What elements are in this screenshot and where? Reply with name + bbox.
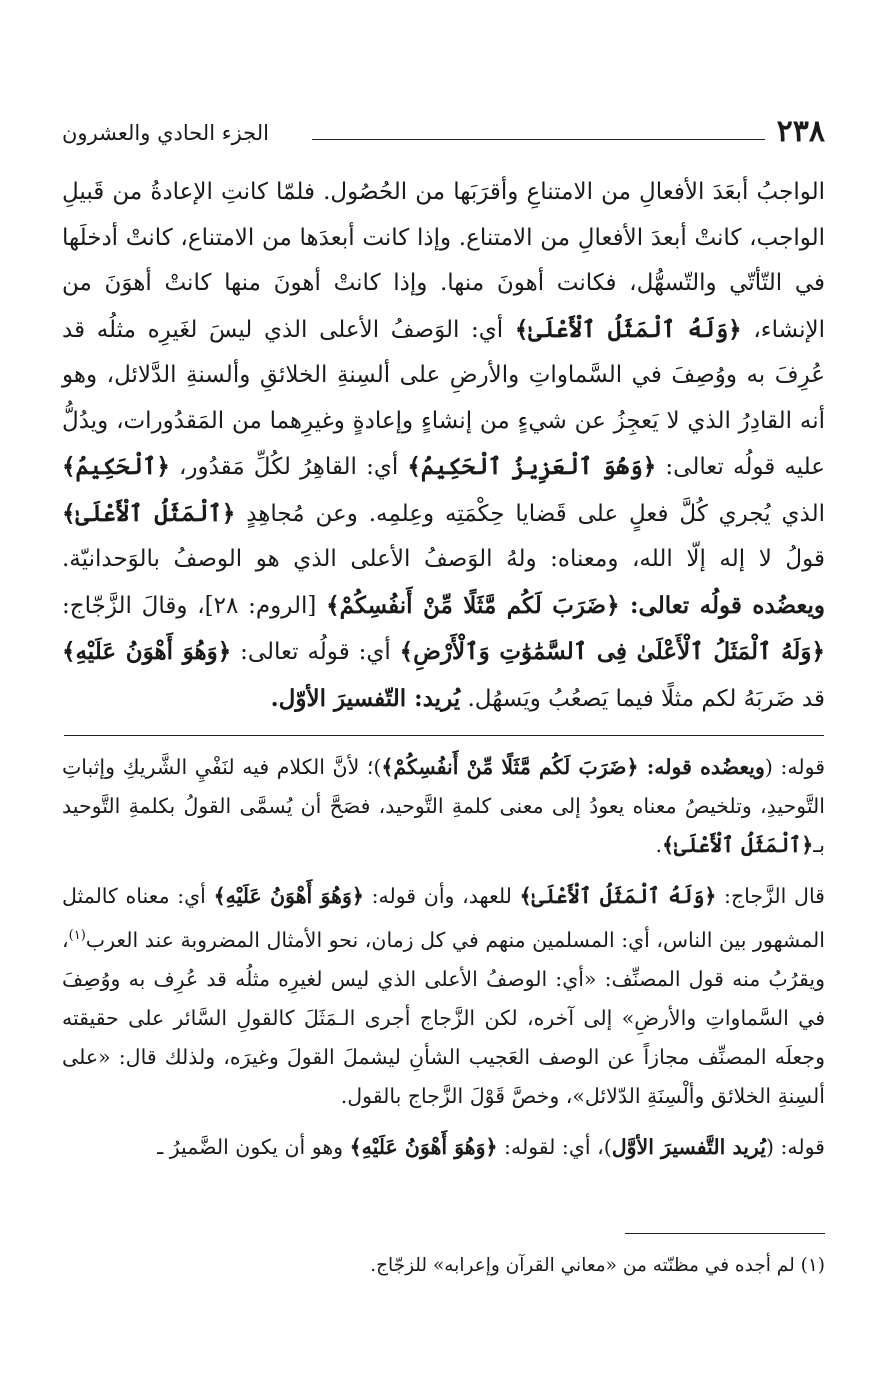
quran-verse: ﴿ٱلْمَثَلُ ٱلْأَعْلَىٰ﴾ bbox=[62, 499, 236, 527]
text-run: ، ويقرُبُ منه قول المصنِّف: «أي: الوصفُ الأعلى الذي ليس لغيرِه مثلُه قد عُرِف به ووُصِفَ في السَّماواتِ والأرضِ» إلى آخره، لكن الزَّجاج أجرى الـمَثَلَ كالقولِ السَّائر على حقيقته وجعلَه المصنِّف مجازاً عن الوصف العَجيب الشأنِ ليشملَ القولَ وغيرَه، ولذلك قال: «على ألسِنةِ الخلائق وألْسِنَةِ الدّلائل»، وخصَّ قَوْلَ الزَّجاج بالقول. bbox=[62, 927, 825, 1108]
quran-verse: ﴿وَهُوَ أَهْوَنُ عَلَيْهِ﴾ bbox=[62, 638, 232, 665]
bold-phrase: ويعضُده قولُه تعالى: bbox=[630, 591, 826, 619]
text-run: الواجبُ أبعَدَ الأفعالِ من الامتناعِ وأقرَبَها من الحُصُول. فلمّا كانتِ الإعادةُ من قَبيلِ الواجب، كانتْ أبعدَ الأفعالِ من الامتناع. وإذا كانت أبعدَها من الامتناع، كانتْ أدخلَها في التّأتّي والتّسهُّل، فكانت أهونَ منها. وإذا كانتْ أهونَ منها كانتْ أهوَنَ من الإنشاء، bbox=[62, 179, 825, 343]
text-run: أي: معناه كالمثل المشهور بين الناس، أي: المسلمين منهم في كل زمان، نحو الأمثال المضروبة عند العرب bbox=[62, 884, 825, 952]
quran-verse: ﴿وَلَهُ ٱلْمَثَلُ ٱلْأَعْلَىٰ فِى ٱلسَّمَٰوَٰتِ وَٱلْأَرْضِ﴾ bbox=[399, 638, 825, 665]
quran-verse: ﴿ٱلْحَكِيمُ﴾ bbox=[62, 453, 170, 480]
text-run: قال الزَّجاج: bbox=[716, 884, 825, 908]
quran-verse: ﴿وَهُوَ ٱلْعَزِيزُ ٱلْحَكِيمُ﴾ bbox=[407, 453, 657, 480]
quran-verse: ﴿وَلَهُ ٱلْمَثَلُ ٱلْأَعْلَىٰ﴾ bbox=[514, 315, 742, 343]
quran-verse: ﴿ضَرَبَ لَكُم مَّثَلًا مِّنْ أَنفُسِكُمْ﴾ bbox=[381, 755, 647, 779]
quran-verse: ﴿وَلَهُ ٱلْمَثَلُ ٱلْأَعْلَىٰ﴾ bbox=[519, 884, 717, 908]
text-run: )، أي: لقوله: bbox=[497, 1134, 612, 1159]
commentary-paragraph bbox=[62, 877, 825, 1116]
page-number: ٢٣٨ bbox=[776, 114, 825, 149]
main-text bbox=[62, 170, 825, 722]
text-run: . bbox=[655, 833, 662, 857]
header-rule bbox=[312, 139, 765, 140]
text-run: وهو أن يكون الضَّميرُ ـ bbox=[157, 1134, 350, 1159]
commentary-paragraph bbox=[62, 1128, 825, 1167]
footnote: (١) لم أجده في مظنّته من «معاني القرآن وإعرابه» للزجّاج. bbox=[370, 1255, 825, 1276]
text-run: للعهد، وأن قوله: bbox=[363, 884, 520, 908]
page-header bbox=[62, 112, 825, 152]
text-run: الذي يُجري كُلَّ فعلٍ على قَضايا حِكْمَتِه وعِلمِه. وعن مُجاهِدٍ bbox=[235, 500, 825, 527]
quran-verse: ﴿ٱلْمَثَلُ ٱلْأَعْلَىٰ﴾ bbox=[662, 833, 814, 857]
text-run: قولُ لا إله إلّا الله، ومعناه: ولهُ الوَصفُ الأعلى الذي هو الوصفُ بالوَحدانيّة. bbox=[62, 546, 825, 572]
quran-verse: ﴿وَهُوَ أَهْوَنُ عَلَيْهِ﴾ bbox=[213, 884, 364, 908]
text-run: [الروم: ٢٨]، وقالَ الزَّجّاج: bbox=[62, 592, 327, 619]
footnote-rule bbox=[625, 1233, 825, 1234]
text-run: أي: قولُه تعالى: bbox=[231, 639, 400, 665]
text-run: قوله: ( bbox=[764, 755, 825, 779]
main-paragraph bbox=[62, 170, 825, 722]
footnote-marker: (١) bbox=[68, 928, 86, 943]
quran-verse: ﴿وَهُوَ أَهْوَنُ عَلَيْهِ﴾ bbox=[349, 1134, 498, 1159]
text-run: أي: القاهِرُ لكُلِّ مَقدُور، bbox=[169, 454, 408, 480]
text-run: أي: الوَصفُ الأعلى الذي ليسَ لغَيرِه مثلُه قد عُرِفَ به ووُصِفَ في السَّماواتِ والأرضِ على ألسِنةِ الخلائقِ وألسنةِ الدَّلائل، وهو أنه القادِرُ الذي لا يَعجِزُ عن شيءٍ من إنشاءٍ وإعادةٍ وغيرِهما من المَقدُورات، ويدُلُّ عليه قولُه تعالى: bbox=[62, 316, 825, 480]
bold-phrase: يُريد: التّفسيرَ الأوّل. bbox=[270, 684, 461, 712]
running-title: الجزء الحادي والعشرون bbox=[62, 121, 269, 145]
bold-phrase: يُريد التَّفسيرَ الأوَّل bbox=[611, 1134, 766, 1159]
quran-verse: ﴿ضَرَبَ لَكُم مَّثَلًا مِّنْ أَنفُسِكُمْ﴾ bbox=[326, 591, 631, 619]
text-run: قد ضَربَهُ لكم مثلًا فيما يَصعُبُ ويَسهُل. bbox=[460, 685, 825, 712]
text-divider bbox=[64, 735, 824, 736]
text-run: قوله: ( bbox=[765, 1134, 825, 1159]
bold-phrase: ويعضُده قوله: bbox=[646, 755, 765, 779]
text-run: )؛ لأنَّ الكلام فيه لنَفْيِ الشَّريكِ وإثباتِ التَّوحيدِ، وتلخيصُ معناه يعودُ إلى معنى كلمةِ التَّوحيد، فصَحَّ أن يُسمَّى القولُ بكلمةِ التَّوحيد بـ bbox=[62, 755, 825, 857]
commentary-text bbox=[62, 748, 825, 1179]
commentary-paragraph bbox=[62, 748, 825, 865]
